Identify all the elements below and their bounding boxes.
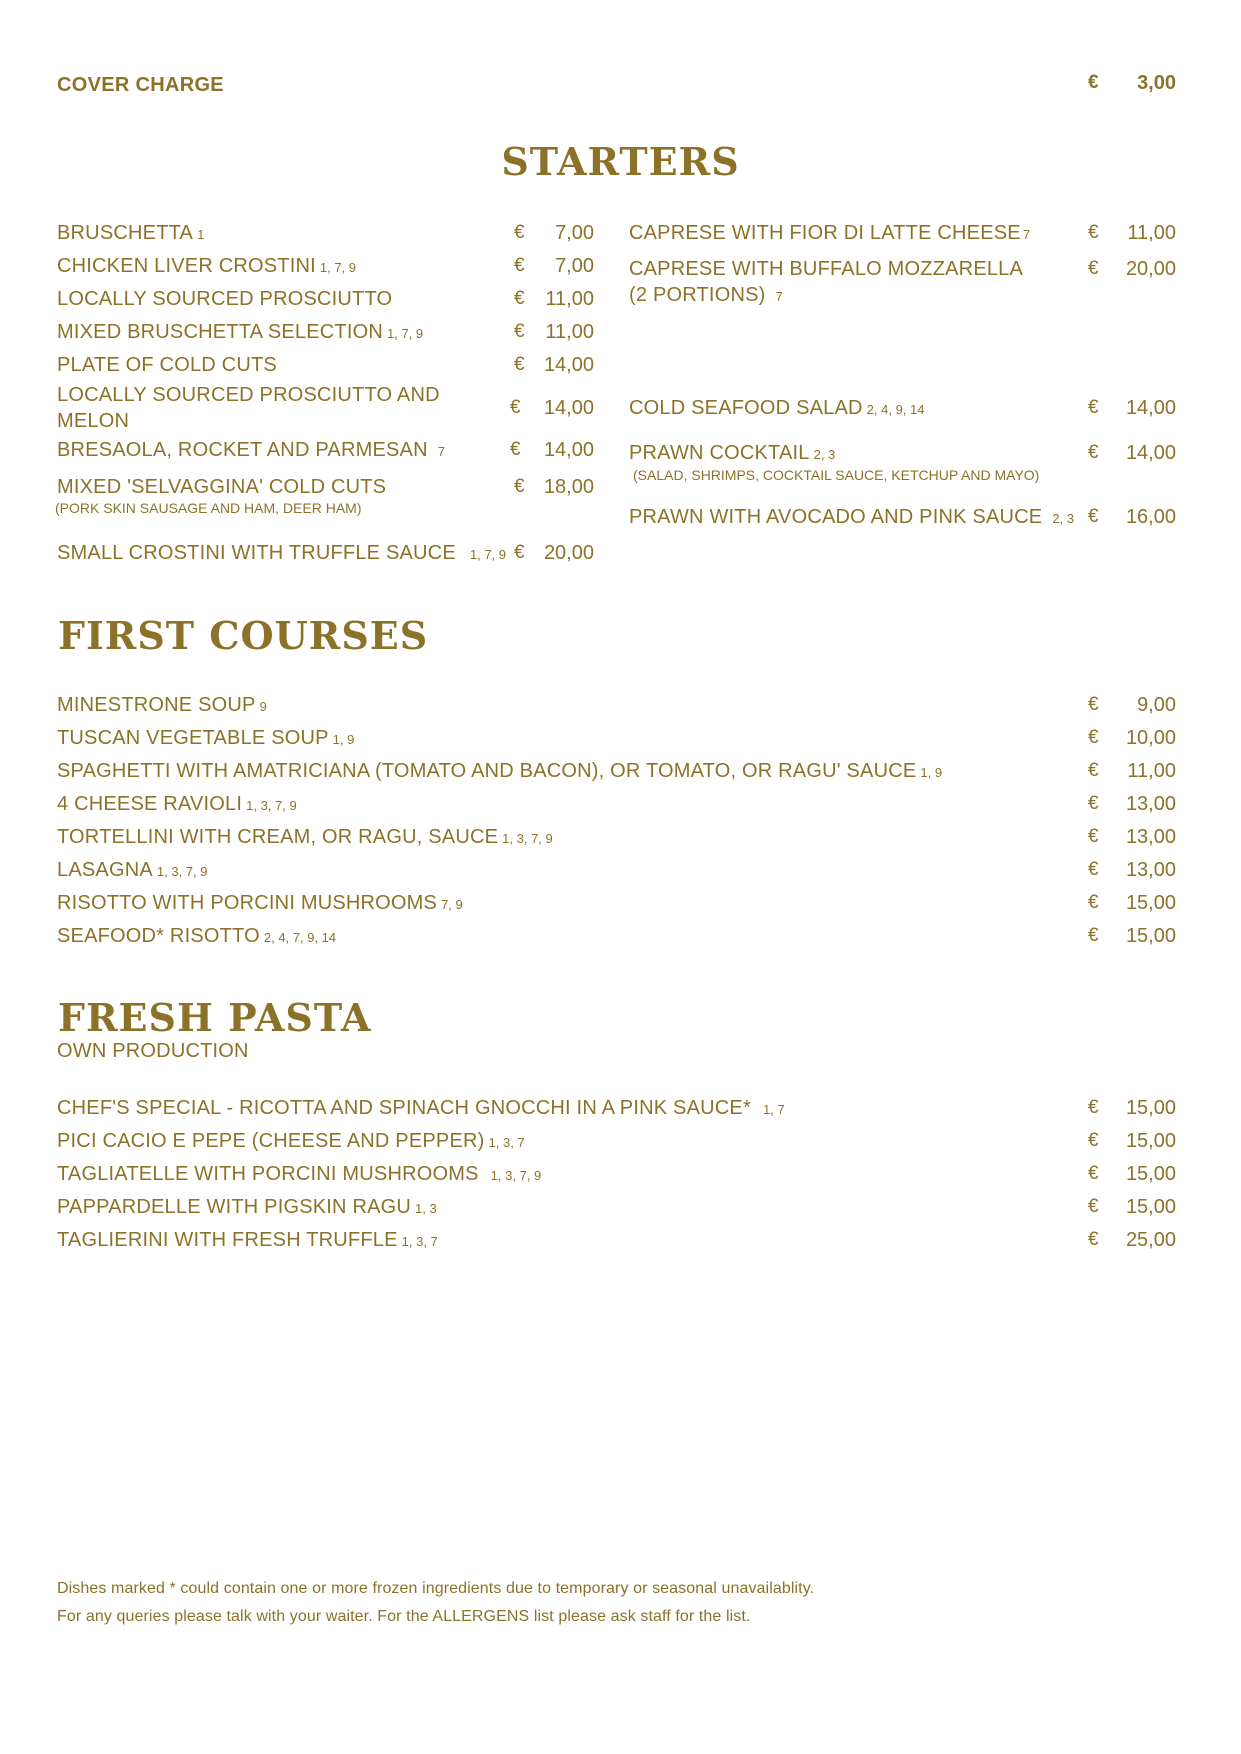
menu-item	[57, 890, 463, 918]
currency-symbol: €	[1088, 1229, 1099, 1250]
menu-item-continuation	[629, 282, 783, 310]
allergen-codes: 2, 4, 9, 14	[866, 402, 925, 417]
currency-symbol: €	[1088, 506, 1099, 527]
currency-symbol: €	[1088, 1130, 1099, 1151]
first-courses-heading: FIRST COURSES	[58, 613, 429, 658]
dish-price: 9,00	[1137, 694, 1176, 716]
dish-price: 10,00	[1125, 727, 1176, 749]
dish-note: (PORK SKIN SAUSAGE AND HAM, DEER HAM)	[55, 500, 362, 516]
dish-name: SPAGHETTI WITH AMATRICIANA (TOMATO AND BACON), OR TOMATO, OR RAGU' SAUCE	[57, 760, 917, 782]
currency-symbol: €	[514, 288, 525, 309]
cover-charge-price: 3,00	[1137, 72, 1176, 94]
allergen-codes: 7	[1022, 227, 1031, 242]
allergen-codes: 7	[437, 444, 445, 459]
menu-item	[57, 474, 390, 502]
menu-item	[57, 791, 297, 819]
dish-price: 15,00	[1125, 1163, 1176, 1185]
menu-item	[57, 1194, 437, 1222]
footer-allergens-note: For any queries please talk with your waiter. For the ALLERGENS list please ask staff for the list.	[57, 1608, 751, 1625]
dish-name: LASAGNA	[57, 859, 153, 881]
dish-name: TAGLIATELLE WITH PORCINI MUSHROOMS	[57, 1163, 479, 1185]
dish-price: 15,00	[1125, 925, 1176, 947]
menu-item	[57, 824, 553, 852]
currency-symbol: €	[514, 222, 525, 243]
dish-name: MIXED 'SELVAGGINA' COLD CUTS	[57, 476, 387, 498]
dish-name: BRUSCHETTA	[57, 222, 194, 244]
allergen-codes: 2, 3	[813, 447, 836, 462]
allergen-codes: 1, 7, 9	[319, 260, 357, 275]
dish-price: 16,00	[1125, 506, 1176, 528]
menu-item-continuation	[57, 408, 133, 436]
menu-item	[57, 286, 396, 314]
currency-symbol: €	[1088, 258, 1099, 279]
menu-item	[57, 692, 267, 720]
allergen-codes: 1, 7	[762, 1102, 785, 1117]
menu-item	[57, 220, 204, 248]
allergen-codes: 1, 7, 9	[469, 547, 507, 562]
fresh-pasta-heading: FRESH PASTA	[58, 995, 372, 1040]
currency-symbol: €	[514, 255, 525, 276]
dish-name: MIXED BRUSCHETTA SELECTION	[57, 321, 383, 343]
allergen-codes: 1, 3, 7, 9	[156, 864, 208, 879]
allergen-codes: 7, 9	[441, 897, 463, 912]
allergen-codes: 1, 3, 7, 9	[502, 831, 553, 846]
dish-name: LOCALLY SOURCED PROSCIUTTO	[57, 288, 393, 310]
dish-name: TAGLIERINI WITH FRESH TRUFFLE	[57, 1229, 398, 1251]
menu-item	[629, 256, 1023, 282]
dish-name: CHEF'S SPECIAL - RICOTTA AND SPINACH GNOCCHI IN A PINK SAUCE*	[57, 1097, 751, 1119]
currency-symbol: €	[1088, 222, 1099, 243]
currency-symbol: €	[1088, 826, 1099, 847]
dish-name: TUSCAN VEGETABLE SOUP	[57, 727, 329, 749]
dish-name: RISOTTO WITH PORCINI MUSHROOMS	[57, 892, 438, 914]
dish-price: 15,00	[1125, 1130, 1176, 1152]
currency-symbol: €	[1088, 1163, 1099, 1184]
dish-price: 14,00	[1125, 442, 1176, 464]
menu-item	[629, 440, 835, 468]
dish-price: 7,00	[555, 255, 594, 277]
currency-symbol: €	[510, 439, 521, 460]
dish-price: 7,00	[555, 222, 594, 244]
allergen-codes: 1, 3, 7, 9	[490, 1168, 542, 1183]
dish-name: CAPRESE WITH FIOR DI LATTE CHEESE	[629, 222, 1021, 244]
menu-item	[57, 1095, 785, 1123]
currency-symbol: €	[1088, 1196, 1099, 1217]
menu-item	[57, 352, 281, 380]
dish-price: 13,00	[1125, 859, 1176, 881]
currency-symbol: €	[1088, 442, 1099, 463]
dish-price: 15,00	[1125, 1097, 1176, 1119]
dish-price: 11,00	[1127, 760, 1176, 782]
cover-charge-currency: €	[1088, 72, 1099, 93]
menu-item	[57, 857, 207, 885]
menu-item	[629, 220, 1030, 248]
allergen-codes: 1, 7, 9	[387, 326, 424, 341]
dish-name: BRESAOLA, ROCKET AND PARMESAN	[57, 439, 428, 461]
currency-symbol: €	[514, 542, 525, 563]
dish-price: 20,00	[543, 542, 594, 564]
currency-symbol: €	[514, 476, 525, 497]
dish-name: MINESTRONE SOUP	[57, 694, 256, 716]
dish-price: 15,00	[1125, 1196, 1176, 1218]
menu-item	[57, 1161, 541, 1189]
currency-symbol: €	[1088, 925, 1099, 946]
dish-name: SMALL CROSTINI WITH TRUFFLE SAUCE	[57, 542, 456, 564]
dish-price: 11,00	[545, 288, 594, 310]
dish-note: (SALAD, SHRIMPS, COCKTAIL SAUCE, KETCHUP AND MAYO)	[633, 467, 1040, 483]
allergen-codes: 1, 3	[415, 1201, 437, 1216]
dish-name: PAPPARDELLE WITH PIGSKIN RAGU	[57, 1196, 412, 1218]
currency-symbol: €	[1088, 760, 1099, 781]
dish-price: 15,00	[1125, 892, 1176, 914]
dish-price: 14,00	[1125, 397, 1176, 419]
menu-item	[57, 253, 356, 281]
dish-name: LOCALLY SOURCED PROSCIUTTO AND	[57, 384, 440, 406]
allergen-codes: 1, 3, 7	[488, 1135, 525, 1150]
menu-item	[57, 923, 336, 951]
dish-name: PRAWN WITH AVOCADO AND PINK SAUCE	[629, 506, 1043, 528]
cover-charge-label: COVER CHARGE	[57, 74, 224, 96]
menu-item	[629, 504, 1074, 532]
dish-name: PRAWN COCKTAIL	[629, 442, 810, 464]
currency-symbol: €	[1088, 859, 1099, 880]
dish-name: CHICKEN LIVER CROSTINI	[57, 255, 316, 277]
menu-item	[57, 1128, 525, 1156]
currency-symbol: €	[1088, 793, 1099, 814]
currency-symbol: €	[1088, 694, 1099, 715]
dish-price: 13,00	[1125, 826, 1176, 848]
menu-item	[57, 540, 506, 568]
dish-price: 25,00	[1125, 1229, 1176, 1251]
dish-name-line2: (2 PORTIONS)	[629, 284, 766, 306]
allergen-codes: 9	[259, 699, 267, 714]
currency-symbol: €	[510, 397, 521, 418]
dish-name-line2: MELON	[57, 410, 130, 432]
dish-price: 18,00	[543, 476, 594, 498]
allergen-codes: 1, 3, 7	[401, 1234, 438, 1249]
dish-name: CAPRESE WITH BUFFALO MOZZARELLA	[629, 258, 1024, 280]
dish-price: 14,00	[543, 439, 594, 461]
currency-symbol: €	[1088, 397, 1099, 418]
allergen-codes: 1, 9	[332, 732, 355, 747]
dish-name: COLD SEAFOOD SALAD	[629, 397, 863, 419]
allergen-codes: 1, 3, 7, 9	[246, 798, 297, 813]
menu-item	[57, 725, 354, 753]
currency-symbol: €	[1088, 892, 1099, 913]
allergen-codes: 1, 9	[920, 765, 943, 780]
allergen-codes: 2, 3	[1052, 511, 1075, 526]
starters-heading: STARTERS	[501, 139, 740, 184]
currency-symbol: €	[514, 354, 525, 375]
allergen-codes: 7	[775, 289, 783, 304]
dish-name: SEAFOOD* RISOTTO	[57, 925, 260, 947]
dish-price: 11,00	[1127, 222, 1176, 244]
dish-name: PICI CACIO E PEPE (CHEESE AND PEPPER)	[57, 1130, 485, 1152]
menu-item	[57, 437, 445, 465]
dish-price: 11,00	[545, 321, 594, 343]
currency-symbol: €	[1088, 1097, 1099, 1118]
menu-item	[57, 319, 423, 347]
currency-symbol: €	[1088, 727, 1099, 748]
dish-name: 4 CHEESE RAVIOLI	[57, 793, 243, 815]
dish-price: 20,00	[1125, 258, 1176, 280]
menu-item	[57, 758, 942, 786]
dish-price: 13,00	[1125, 793, 1176, 815]
menu-item	[57, 1227, 438, 1255]
dish-name: TORTELLINI WITH CREAM, OR RAGU, SAUCE	[57, 826, 499, 848]
menu-item	[629, 395, 925, 423]
allergen-codes: 2, 4, 7, 9, 14	[263, 930, 337, 945]
menu-item	[57, 382, 440, 408]
dish-name: PLATE OF COLD CUTS	[57, 354, 277, 376]
dish-price: 14,00	[543, 397, 594, 419]
dish-price: 14,00	[543, 354, 594, 376]
currency-symbol: €	[514, 321, 525, 342]
fresh-pasta-subtitle: OWN PRODUCTION	[57, 1040, 249, 1062]
allergen-codes: 1	[197, 227, 205, 242]
footer-frozen-note: Dishes marked * could contain one or more frozen ingredients due to temporary or seasonal unavailablity.	[57, 1580, 815, 1597]
